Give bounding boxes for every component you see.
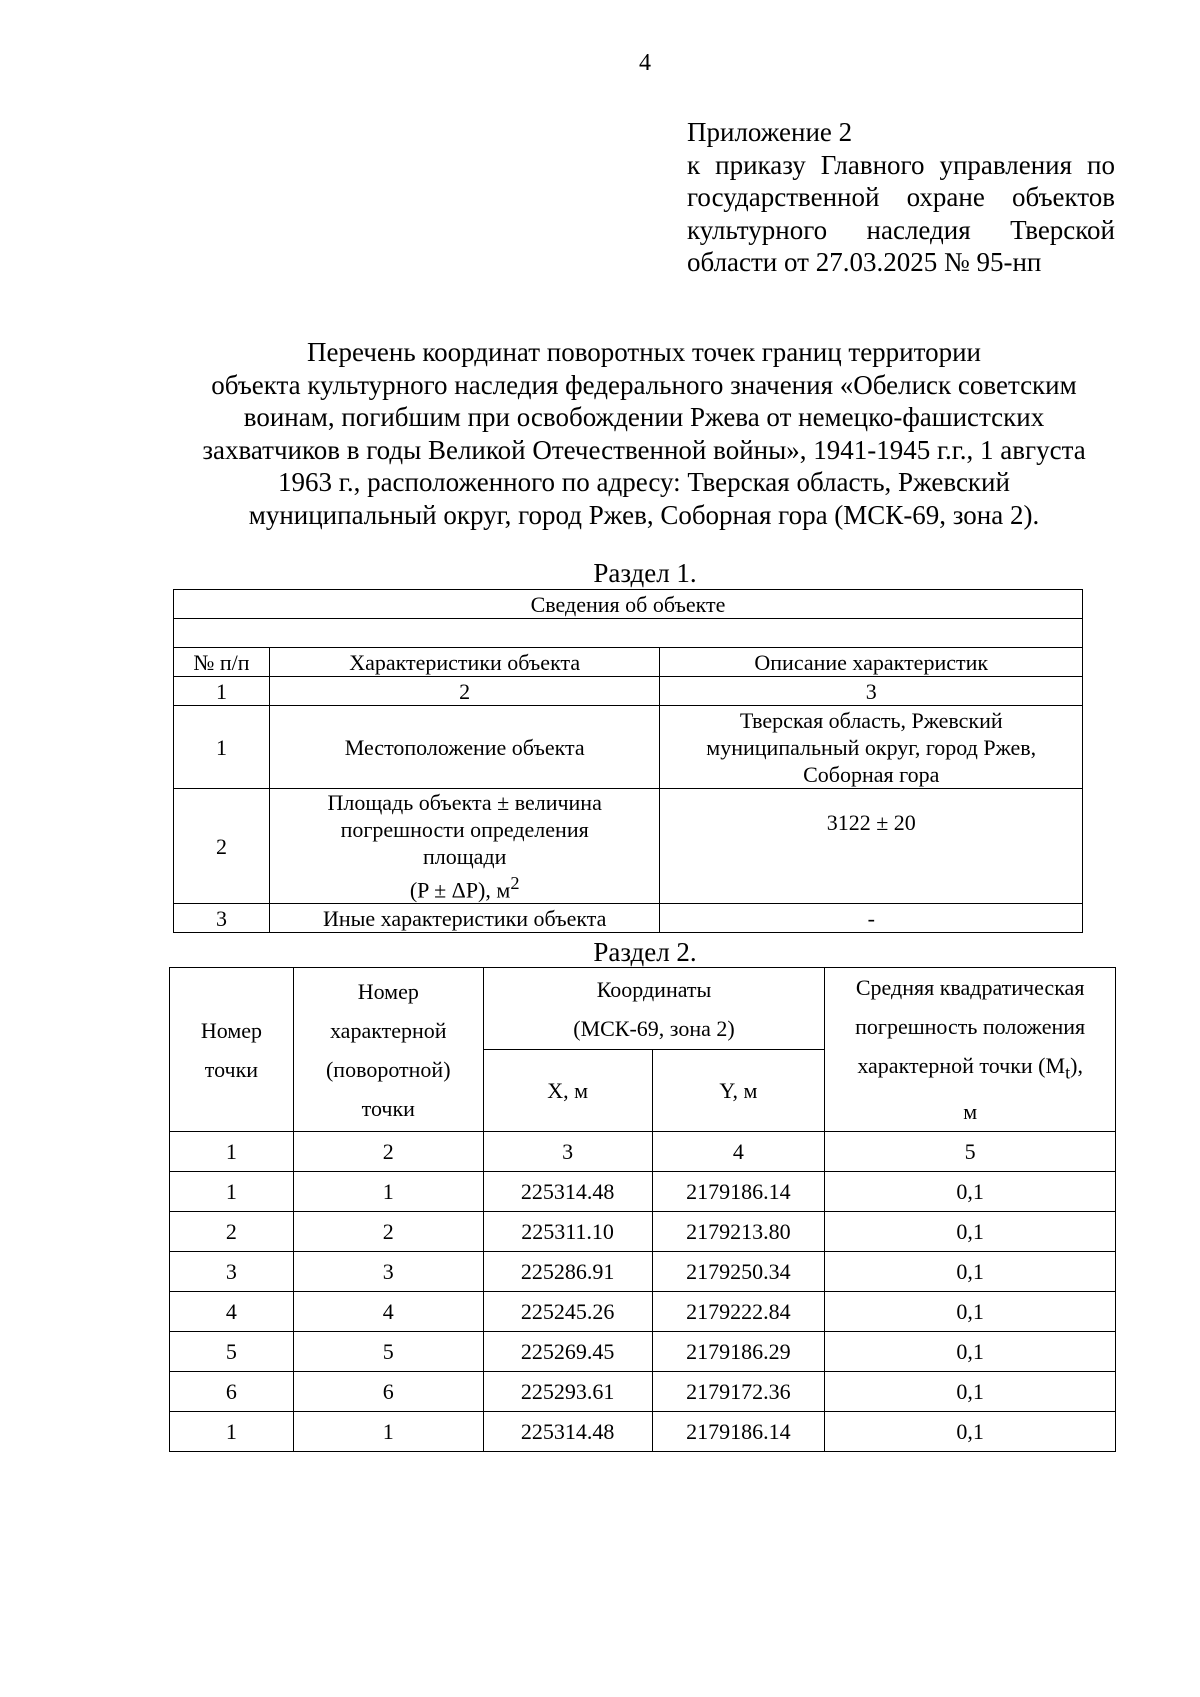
- header-y: Y, м: [652, 1050, 825, 1132]
- table-row: [170, 1172, 1116, 1212]
- page-number: 4: [639, 50, 651, 76]
- title-line: муниципальный округ, город Ржев, Соборная гора (МСК-69, зона 2).: [248, 499, 1040, 530]
- cell-x: 225314.48: [483, 1412, 652, 1452]
- appendix-line: к приказу Главного управления по: [687, 149, 1115, 180]
- cell-x: 225314.48: [483, 1172, 652, 1212]
- row-char: Местоположение объекта: [269, 706, 660, 789]
- title-line: 1963 г., расположенного по адресу: Тверская область, Ржевский: [278, 467, 1010, 497]
- cell-point: 1: [170, 1412, 294, 1452]
- desc-line: Тверская область, Ржевский: [739, 707, 1003, 733]
- col-numbers-row: [170, 1132, 1116, 1172]
- row-num: 1: [174, 706, 270, 789]
- char-line: погрешности определения: [340, 817, 589, 842]
- header-line: погрешность положения: [855, 1014, 1086, 1039]
- error-sub: t: [1065, 1062, 1071, 1083]
- header-line: точки: [361, 1095, 415, 1121]
- col-number: 5: [825, 1132, 1116, 1172]
- section2-heading: Раздел 2.: [593, 937, 697, 967]
- cell-char-point: 6: [293, 1372, 483, 1412]
- cell-y: 2179222.84: [652, 1292, 825, 1332]
- appendix-block: [687, 116, 1115, 279]
- empty-row: [174, 619, 1083, 648]
- header-line: Средняя квадратическая: [855, 975, 1085, 1000]
- unit-sup: 2: [510, 873, 520, 893]
- cell-point: 3: [170, 1252, 294, 1292]
- header-line: (МСК-69, зона 2): [573, 1015, 735, 1041]
- cell-y: 2179186.14: [652, 1172, 825, 1212]
- table-row: [170, 1372, 1116, 1412]
- col-number: 2: [269, 677, 660, 706]
- cell-error: 0,1: [825, 1172, 1116, 1212]
- col-number: 1: [174, 677, 270, 706]
- table-row: [170, 1412, 1116, 1452]
- cell-char-point: 5: [293, 1332, 483, 1372]
- char-line: Площадь объекта ± величина: [327, 790, 602, 815]
- cell-x: 225286.91: [483, 1252, 652, 1292]
- cell-error: 0,1: [825, 1292, 1116, 1332]
- col-number: 2: [293, 1132, 483, 1172]
- header-line: характерной: [329, 1017, 447, 1043]
- header-line: Номер: [200, 1017, 262, 1043]
- appendix-line: государственной охране объектов: [687, 182, 1115, 212]
- cell-error: 0,1: [825, 1212, 1116, 1252]
- title-line: Перечень координат поворотных точек границ территории: [307, 337, 981, 367]
- char-line: площади: [422, 844, 507, 869]
- cell-x: 225293.61: [483, 1372, 652, 1412]
- cell-y: 2179172.36: [652, 1372, 825, 1412]
- cell-point: 2: [170, 1212, 294, 1252]
- header-desc: Описание характеристик: [660, 648, 1083, 677]
- unit-text: (P ± ΔP), м: [409, 877, 511, 903]
- desc-line: Соборная гора: [803, 761, 940, 787]
- cell-x: 225245.26: [483, 1292, 652, 1332]
- section1-heading: Раздел 1.: [593, 558, 697, 588]
- table-row: [174, 904, 1083, 933]
- cell-char-point: 2: [293, 1212, 483, 1252]
- header-coords: [483, 968, 825, 1050]
- cell-error: 0,1: [825, 1252, 1116, 1292]
- title-line: объекта культурного наследия федерального значения «Обелиск советским: [211, 369, 1077, 400]
- header-line: м: [963, 1099, 978, 1125]
- table-row: [170, 1252, 1116, 1292]
- cell-x: 225269.45: [483, 1332, 652, 1372]
- cell-x: 225311.10: [483, 1212, 652, 1252]
- col-number: 3: [660, 677, 1083, 706]
- table-row: [170, 1212, 1116, 1252]
- row-num: 3: [174, 904, 270, 933]
- header-x: X, м: [483, 1050, 652, 1132]
- title-line: воинам, погибшим при освобождении Ржева от немецко-фашистских: [243, 402, 1045, 432]
- col-number: 4: [652, 1132, 825, 1172]
- error-text: характерной точки (M: [857, 1053, 1066, 1078]
- section2-table: [169, 967, 1116, 1452]
- header-char-point: [293, 968, 483, 1132]
- cell-y: 2179186.14: [652, 1412, 825, 1452]
- cell-char-point: 4: [293, 1292, 483, 1332]
- desc-line: муниципальный округ, город Ржев,: [706, 734, 1037, 760]
- cell-y: 2179250.34: [652, 1252, 825, 1292]
- cell-point: 4: [170, 1292, 294, 1332]
- table-row: [170, 1292, 1116, 1332]
- cell-char-point: 1: [293, 1412, 483, 1452]
- cell-char-point: 3: [293, 1252, 483, 1292]
- header-line: [829, 1046, 1111, 1092]
- cell-char-point: 1: [293, 1172, 483, 1212]
- header-line: (поворотной): [325, 1056, 451, 1082]
- table-title: Сведения об объекте: [174, 590, 1083, 619]
- header-line: Координаты: [596, 976, 712, 1002]
- appendix-line: культурного наследия Тверской: [687, 214, 1115, 245]
- appendix-label: Приложение 2: [687, 117, 853, 147]
- cell-y: 2179213.80: [652, 1212, 825, 1252]
- row-char: [269, 789, 660, 904]
- row-desc: -: [660, 904, 1083, 933]
- cell-point: 1: [170, 1172, 294, 1212]
- cell-error: 0,1: [825, 1332, 1116, 1372]
- row-num: 2: [174, 789, 270, 904]
- section1-table: [173, 589, 1083, 933]
- header-char: Характеристики объекта: [269, 648, 660, 677]
- header-line: точки: [204, 1056, 259, 1082]
- table-row: [174, 789, 1083, 904]
- header-point-no: [170, 968, 294, 1132]
- document-title: [160, 336, 1128, 531]
- title-line: захватчиков в годы Великой Отечественной войны», 1941-1945 г.г., 1 августа: [202, 434, 1086, 465]
- error-text: ),: [1070, 1053, 1083, 1078]
- cell-point: 6: [170, 1372, 294, 1412]
- header-error: [825, 968, 1116, 1132]
- row-char: Иные характеристики объекта: [269, 904, 660, 933]
- appendix-line: области от 27.03.2025 № 95-нп: [687, 247, 1042, 277]
- char-unit: [274, 870, 656, 903]
- cell-point: 5: [170, 1332, 294, 1372]
- row-desc: 3122 ± 20: [660, 789, 1083, 904]
- cell-y: 2179186.29: [652, 1332, 825, 1372]
- table-row: [170, 1332, 1116, 1372]
- header-line: Номер: [357, 978, 419, 1004]
- col-number: 1: [170, 1132, 294, 1172]
- table-row: [174, 706, 1083, 789]
- cell-error: 0,1: [825, 1412, 1116, 1452]
- cell-error: 0,1: [825, 1372, 1116, 1412]
- col-number: 3: [483, 1132, 652, 1172]
- header-num: № п/п: [174, 648, 270, 677]
- row-desc: [660, 706, 1083, 789]
